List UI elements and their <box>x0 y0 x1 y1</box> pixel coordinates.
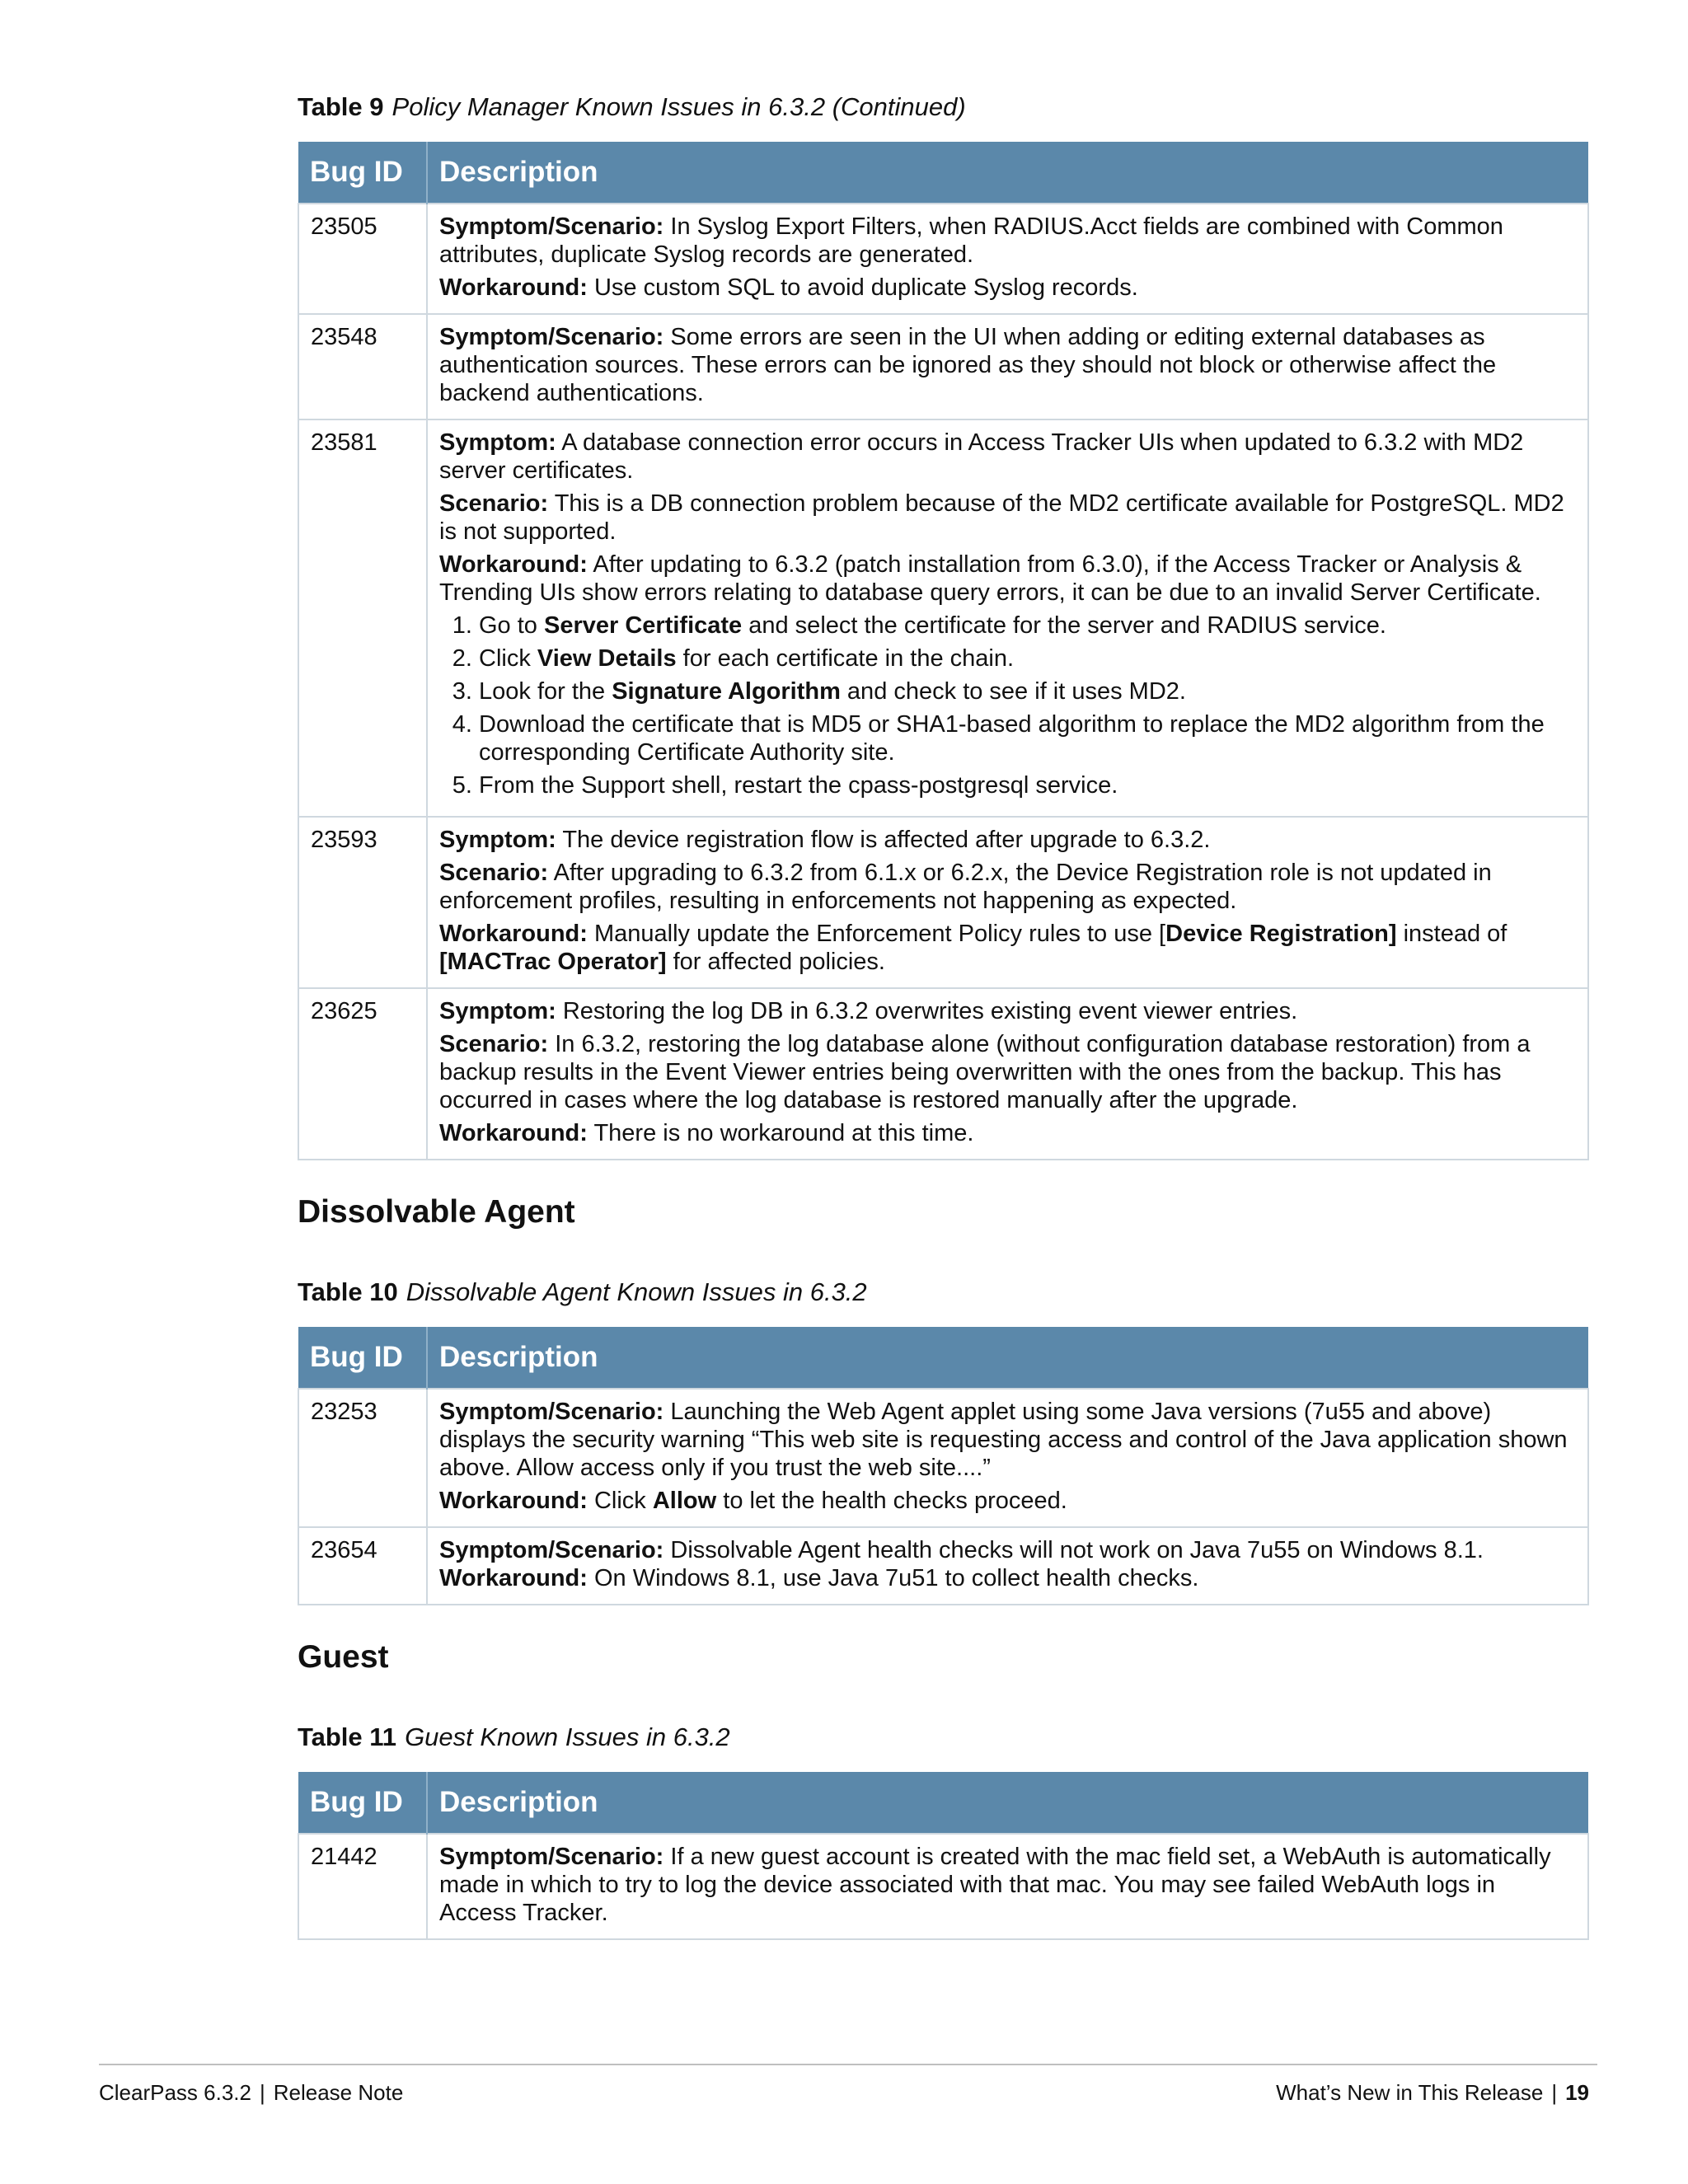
col-header-bug-id: Bug ID <box>298 1327 427 1389</box>
col-header-description: Description <box>427 1772 1588 1834</box>
section-heading-dissolvable-agent: Dissolvable Agent <box>298 1194 575 1230</box>
table-header-row <box>298 142 1588 204</box>
bug-id: 21442 <box>298 1834 427 1939</box>
bug-id: 23593 <box>298 817 427 988</box>
footer-separator: | <box>1551 2080 1558 2105</box>
description: Symptom: A database connection error occurs in Access Tracker UIs when updated to 6.3.2 with MD2 server certificates. Scenario: This is a DB connection problem because of the MD2 certificate available for PostgreSQL. MD2 is not supported. Workaround: After updating to 6.3.2 (patch installation from 6.3.0), if the Access Tracker or Analysis & Trending UIs show errors relating to database query errors, it can be due to an invalid Server Certificate. 1. Go to Server Certificate and select the certificate for the server and RADIUS service. 2. Click View Details for each certificate in the chain. 3. Look for the Signature Algorithm and check to see if it uses MD2. 4. Download the certificate that is MD5 or SHA1-based algorithm to replace the MD2 algorithm from the corresponding Certificate Authority site. 5. From the Support shell, restart the cpass-postgresql service. <box>427 419 1588 817</box>
step-item: 3. Look for the Signature Algorithm and check to see if it uses MD2. <box>479 677 1576 705</box>
step-item: 2. Click View Details for each certificate in the chain. <box>479 644 1576 673</box>
table-row <box>298 204 1588 314</box>
step-item: 1. Go to Server Certificate and select the certificate for the server and RADIUS service. <box>479 612 1576 640</box>
table-11 <box>298 1772 1589 1940</box>
bug-id: 23253 <box>298 1389 427 1527</box>
table-10 <box>298 1327 1589 1605</box>
description: Symptom/Scenario: If a new guest account is created with the mac field set, a WebAuth is automatically made in which to try to log the device associated with that mac. You may see failed WebAuth logs in Access Tracker. <box>427 1834 1588 1939</box>
table-row <box>298 988 1588 1160</box>
footer-divider <box>99 2064 1597 2065</box>
footer-separator: | <box>259 2080 265 2105</box>
footer-section: What’s New in This Release <box>1276 2080 1544 2105</box>
table-header-row <box>298 1327 1588 1389</box>
table-10-caption <box>298 1274 1589 1310</box>
step-item: 4. Download the certificate that is MD5 or SHA1-based algorithm to replace the MD2 algorithm from the corresponding Certificate Authority site. <box>479 710 1576 766</box>
section-heading-guest: Guest <box>298 1639 389 1675</box>
table-row <box>298 314 1588 419</box>
col-header-description: Description <box>427 1327 1588 1389</box>
table-9 <box>298 142 1589 1160</box>
table-number: Table 11 <box>298 1722 397 1751</box>
table-row <box>298 1834 1588 1939</box>
bug-id: 23548 <box>298 314 427 419</box>
bug-id: 23625 <box>298 988 427 1160</box>
description: Symptom/Scenario: Some errors are seen in the UI when adding or editing external databases as authentication sources. These errors can be ignored as they should not block or otherwise affect the backend authentications. <box>427 314 1588 419</box>
bug-id: 23654 <box>298 1527 427 1605</box>
table-9-caption <box>298 89 1589 125</box>
step-item: 5. From the Support shell, restart the cpass-postgresql service. <box>479 771 1576 799</box>
page-number: 19 <box>1565 2080 1589 2105</box>
table-title: Dissolvable Agent Known Issues in 6.3.2 <box>406 1277 867 1306</box>
table-row <box>298 1389 1588 1527</box>
table-row <box>298 1527 1588 1605</box>
table-11-caption <box>298 1719 1589 1755</box>
description: Symptom: Restoring the log DB in 6.3.2 overwrites existing event viewer entries. Scenario: In 6.3.2, restoring the log database alone (without configuration database restoration) from a backup results in the Event Viewer entries being overwritten with the ones from the backup. This has occurred in cases where the log database is restored manually after the upgrade. Workaround: There is no workaround at this time. <box>427 988 1588 1160</box>
table-title: Policy Manager Known Issues in 6.3.2 (Continued) <box>392 92 966 121</box>
description: Symptom/Scenario: In Syslog Export Filters, when RADIUS.Acct fields are combined with Common attributes, duplicate Syslog records are generated. Workaround: Use custom SQL to avoid duplicate Syslog records. <box>427 204 1588 314</box>
table-row <box>298 817 1588 988</box>
col-header-bug-id: Bug ID <box>298 1772 427 1834</box>
page-content <box>298 89 1589 1940</box>
footer-product: ClearPass 6.3.2 <box>99 2080 251 2105</box>
table-number: Table 9 <box>298 92 384 121</box>
footer-left <box>99 2080 403 2106</box>
description: Symptom/Scenario: Dissolvable Agent health checks will not work on Java 7u55 on Windows 8.1. Workaround: On Windows 8.1, use Java 7u51 to collect health checks. <box>427 1527 1588 1605</box>
table-row <box>298 419 1588 817</box>
description: Symptom/Scenario: Launching the Web Agent applet using some Java versions (7u55 and above) displays the security warning “This web site is requesting access and control of the Java application shown above. Allow access only if you trust the web site....” Workaround: Click Allow to let the health checks proceed. <box>427 1389 1588 1527</box>
table-header-row <box>298 1772 1588 1834</box>
table-title: Guest Known Issues in 6.3.2 <box>405 1722 730 1751</box>
description: Symptom: The device registration flow is affected after upgrade to 6.3.2. Scenario: After upgrading to 6.3.2 from 6.1.x or 6.2.x, the Device Registration role is not updated in enforcement profiles, resulting in enforcements not happening as expected. Workaround: Manually update the Enforcement Policy rules to use [Device Registration] instead of [MACTrac Operator] for affected policies. <box>427 817 1588 988</box>
col-header-bug-id: Bug ID <box>298 142 427 204</box>
bug-id: 23581 <box>298 419 427 817</box>
bug-id: 23505 <box>298 204 427 314</box>
table-number: Table 10 <box>298 1277 398 1306</box>
col-header-description: Description <box>427 142 1588 204</box>
footer-right <box>1276 2080 1589 2106</box>
footer-doc-type: Release Note <box>273 2080 404 2105</box>
steps-list <box>439 612 1576 799</box>
